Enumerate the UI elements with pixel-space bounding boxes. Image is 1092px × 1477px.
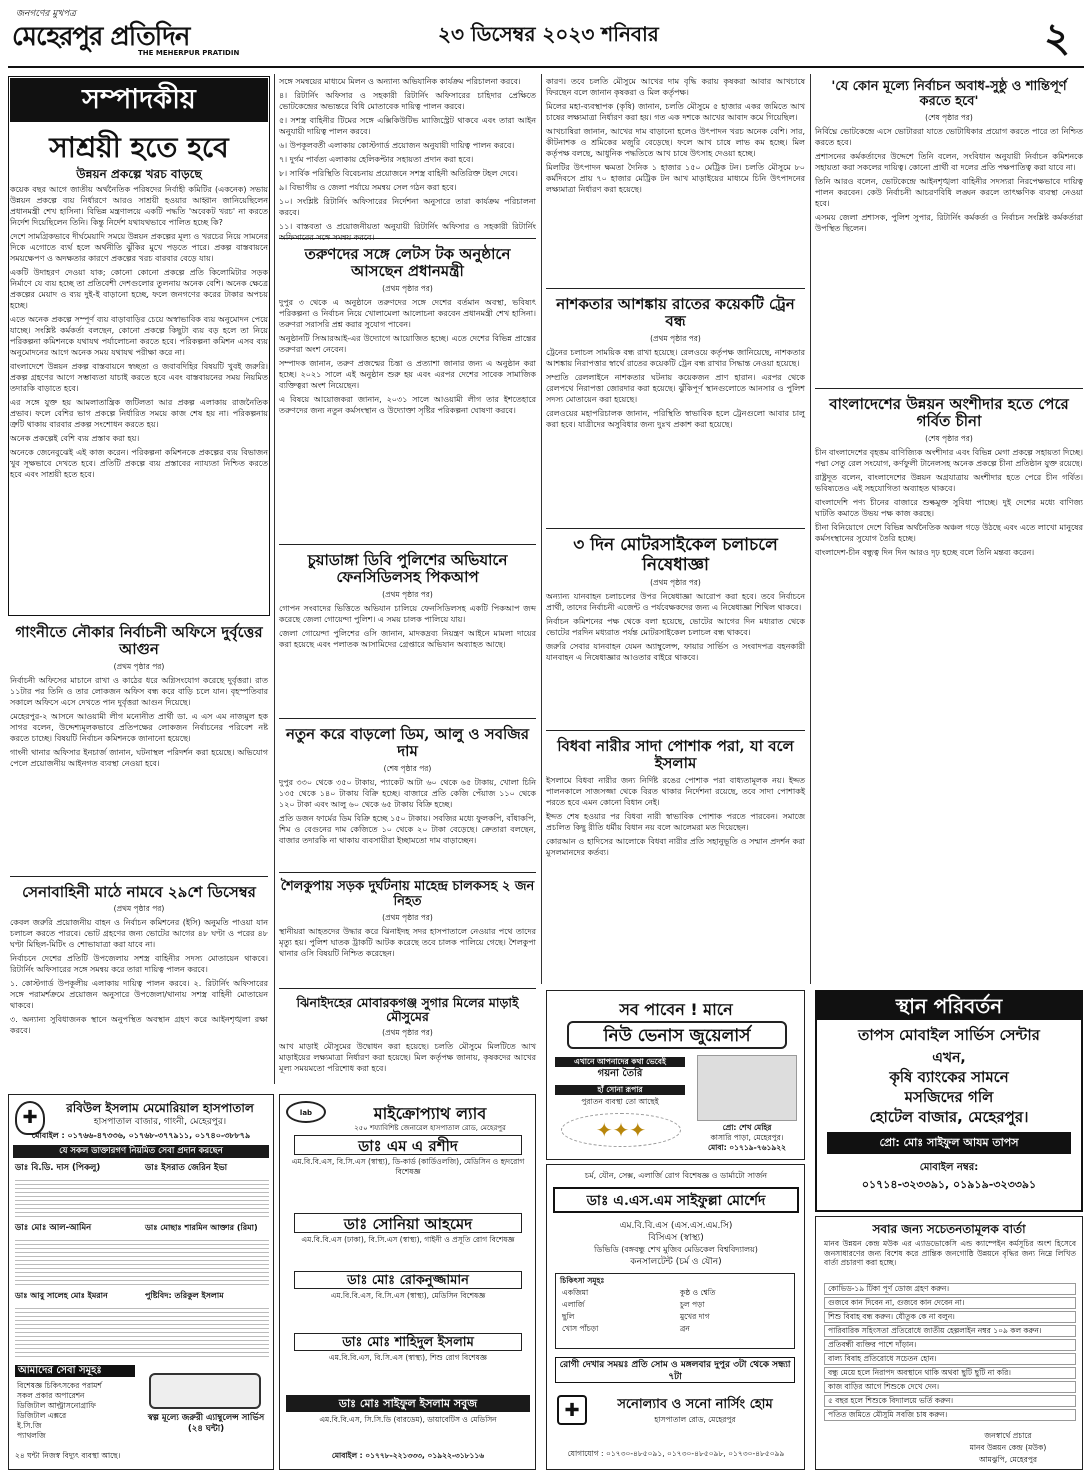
awareness-item: শিশু বিবাহ বন্ধ করুন। যৌতুক কে না বলুন। — [824, 1311, 1076, 1323]
story-divider — [546, 528, 805, 529]
story-paragraph: প্রশাসনের কর্মকর্তাদের উদ্দেশে তিনি বলেন, সংবিধান অনুযায়ী নির্বাচন কমিশনকে সহায়তা করা সকলের দায়িত্ব। কোনো প্রার্থী বা দলের প্রতি পক্ষপাতিত্ব করা যাবে না। — [815, 151, 1083, 172]
continuation-note: (শেষ পৃষ্ঠার পর) — [383, 763, 432, 773]
story-paragraph: সঙ্গে সমন্বয়ের মাধ্যমে মিলন ও অন্যান্য অভিযানিক কার্যক্রম পরিচালনা করবে। — [279, 77, 521, 86]
story-trains — [546, 292, 805, 524]
service-item: ই.সি.জি — [17, 1421, 42, 1430]
story-paragraph: স্থানীয়রা আহতদের উদ্ধার করে ঝিনাইদহ সদর হাসপাতালে নেওয়ার পথে তাদের মৃত্যু হয়। পুলিশ ঘাতক ট্রাকটি আটক করেছে তবে চালক পালিয়ে গেছে। শৈলকুপা থানার ওসি বিষয়টি নিশ্চিত করেছেন। — [279, 926, 536, 958]
moving-now: এখন, — [932, 1050, 966, 1066]
story-headline: গাংনীতে নৌকার নির্বাচনী অফিসে দুর্বৃত্তের আগুন — [15, 623, 263, 659]
continuation-note: (প্রথম পৃষ্ঠার পর) — [113, 661, 165, 671]
editorial-paragraph: দেশে সামগ্রিকভাবে দীর্ঘমেয়াদি সময়ে উন্নয়ন প্রকল্পের মূল্য ও খরচের নিয়ে সামনের দিকে এগোতে ব্যর্থ হলে অর্থনীতি ঝুঁকির মুখে পড়তে পারে। প্রকল্প বাস্তবায়নে সময়ক্ষেপণ ও অদক্ষতার কারণে প্রকল্পের খরচ বারবার বেড়ে যায়। — [10, 231, 268, 263]
story-army — [10, 880, 268, 1090]
continuation-note: (প্রথম পৃষ্ঠার পর) — [650, 333, 701, 343]
editorial-border — [8, 76, 270, 616]
editorial-paragraph: বাংলাদেশে উন্নয়ন প্রকল্প বাস্তবায়নে স্বচ্ছতা ও জবাবদিহির বিষয়টি খুবই জরুরি। প্রকল্প গ্রহণের আগে সম্ভাব্যতা যাচাই করতে হবে এবং বাস্তবায়নের সময় নিয়মিত তদারকি বাড়াতে হবে। — [10, 361, 268, 393]
story-paragraph: চীন বাংলাদেশের বৃহত্তম বাণিজ্যিক অংশীদার এবং বিভিন্ন মেগা প্রকল্পে সহায়তা দিচ্ছে। পদ্মা সেতু রেল সংযোগ, কর্ণফুলী টানেলসহ অনেক প্রকল্পে চীনা প্রতিষ্ঠান যুক্ত রয়েছে। — [815, 447, 1083, 468]
story-lets-talk — [279, 242, 536, 542]
ambulance-icon — [149, 1373, 261, 1409]
column-divider — [274, 74, 275, 1084]
story-paragraph: অনুষ্ঠানটি সিআরআই-এর উদ্যোগে আয়োজিত হচ্ছে। এতে দেশের বিভিন্ন প্রান্তের তরুণরা অংশ নেবেন। — [279, 333, 536, 354]
treatment-item: খোস পাঁচড়া — [562, 1324, 599, 1333]
story-headline: তরুণদের সঙ্গে লেটস টক অনুষ্ঠানে আসছেন প্রধানমন্ত্রী — [304, 245, 511, 281]
editorial-paragraph: একটি উদাহরণ দেওয়া যাক; কোনো কোনো প্রকল্পে প্রতি কিলোমিটার সড়ক নির্মাণে যে ব্যয় হচ্ছে তা প্রতিবেশী দেশগুলোর তুলনায় অনেক বেশি। অনেক ক্ষেত্রে প্রকল্পের মেয়াদ ও ব্যয় দুই-ই বাড়ানো হচ্ছে, ফলে জনগণের করের টাকার অপচয় হচ্ছে। — [10, 267, 268, 310]
story-paragraph: নির্বিঘ্নে ভোটকেন্দ্রে এসে ভোটাররা যাতে ভোটাধিকার প্রয়োগ করতে পারে তা নিশ্চিত করতে হবে। — [815, 126, 1083, 147]
story-paragraph: কেবল জরুরি প্রয়োজনীয় বাহন ও নির্বাচন কমিশনের (ইসি) অনুমতি পাওয়া যান চলাচল করতে পারবে। ভোট গ্রহণের জন্য ভোটের আগের ৪৮ ঘণ্টা ও পরের ৪৮ ঘণ্টা মিছিল-মিটিং ও শোভাযাত্রা করা যাবে না। — [10, 918, 268, 950]
story-paragraph: এ বিষয়ে আয়োজকরা জানান, ২০৩১ সালে আওয়ামী লীগ তার ইশতেহারে তরুণদের জন্য নতুন কর্মসংস্থান ও উদ্যোক্তা সৃষ্টির পরিকল্পনা ঘোষণা করবে। — [279, 394, 536, 415]
continuation-note: (প্রথম পৃষ্ঠার পর) — [650, 578, 701, 588]
story-divider — [546, 730, 805, 731]
lab-doctor-desc: এম.বি.বি.এস, সি.সি.ডি (বারডেম), ডায়াবেটিস ও মেডিসিন — [319, 1415, 497, 1424]
story-divider — [279, 238, 536, 239]
lab-doctor-desc: এম.বি.বি.এস (ঢাকা), বি.সি.এস (স্বাস্থ্য), গাইনী ও প্রসূতি রোগ বিশেষজ্ঞ — [301, 1235, 515, 1244]
hospital-address: হাসপাতাল বাজার, গাংনী, মেহেরপুর। — [93, 1117, 227, 1127]
editorial-paragraph: এতে অনেক প্রকল্পে সম্পূর্ণ ব্যয় বাড়াবাড়ির চেয়ে অস্বাভাবিক ব্যয় অনুমোদন পেয়ে যাচ্ছে। সংশ্লিষ্ট কর্মকর্তা বলছেন, কোনো প্রকল্পে কিছুটা ব্যয় বড় হলে তা নিয়ে পরিকল্পনা কমিশনকে যথাযথ পর্যালোচনা করতে হবে। পরিকল্পনা কমিশন এসব ব্যয় অনুমোদনের আগে অনেক সময় যথাযথ পরীক্ষা করে না। — [10, 314, 268, 357]
story-paragraph: ৯। বিভাগীয় ও জেলা পর্যায়ে সমন্বয় সেল গঠন করা হবে। — [279, 183, 457, 192]
masthead-tagline: জনগণের মুখপত্র — [16, 9, 76, 19]
story-paragraph: নির্বাচন কমিশনের পক্ষ থেকে বলা হয়েছে, ভোটের আগের দিন মধ্যরাত থেকে ভোটের পরদিন মধ্যরাত পর্যন্ত মোটরসাইকেল চলাচল বন্ধ থাকবে। — [546, 617, 805, 638]
awareness-ad — [815, 1216, 1083, 1470]
awareness-item: পারিবারিক সহিংসতা প্রতিরোধে জাতীয় হেল্পলাইন নম্বর ১০৯ কল করুন। — [824, 1325, 1076, 1337]
continuation-note: (শেষ পৃষ্ঠার পর) — [925, 112, 973, 122]
story-china — [815, 392, 1083, 984]
story-divider — [279, 988, 536, 989]
awareness-item: ৫ বছর হলে শিশুকে বিদ্যালয়ে ভর্তি করুন। — [824, 1395, 1076, 1407]
awareness-footer: মানব উন্নয়ন কেন্দ্র (মউক) — [969, 1443, 1047, 1452]
services-title: আমাদের সেবা সমূহঃ — [15, 1365, 135, 1377]
story-paragraph: ১. কোস্টগার্ড উপকূলীয় এলাকায় দায়িত্ব পালন করবে। ২. রিটার্নিং অফিসারের সঙ্গে পরামর্শক্রমে প্রয়োজন অনুসারে উপজেলা/থানায় সশস্ত্র বাহিনী মোতায়েন থাকবে। — [10, 979, 268, 1011]
jewellers-top: সব পাবেন ! মানে — [619, 1000, 733, 1019]
story-paragraph: ট্রেনের চলাচল সাময়িক বন্ধ রাখা হয়েছে। রেলওয়ে কর্তৃপক্ষ জানিয়েছে, নাশকতার আশঙ্কায় নিরাপত্তার স্বার্থে রাতের কয়েকটি ট্রেন বন্ধ রাখার সিদ্ধান্ত নেওয়া হয়েছে। — [546, 347, 805, 368]
moving-ad — [815, 990, 1083, 1212]
moving-location: হোটেল বাজার, মেহেরপুর। — [869, 1108, 1029, 1126]
story-paragraph: প্রতি ডজন ফার্মের ডিম বিক্রি হচ্ছে ১৫০ টাকায়। সবজির মধ্যে ফুলকপি, বাঁধাকপি, শিম ও বেগুনের দাম কেজিতে ১০ থেকে ২০ টাকা বেড়েছে। ক্রেতারা বলছেন, বাজার তদারকি না থাকায় ব্যবসায়ীরা ইচ্ছামতো দাম বাড়াচ্ছেন। — [279, 813, 536, 845]
editorial-paragraph: কয়েক বছর আগে জাতীয় অর্থনৈতিক পরিষদের নির্বাহী কমিটির (একনেক) সভায় উন্নয়ন প্রকল্পে ব্যয় নির্ধারণে আরও সাশ্রয়ী হওয়ার আহ্বান জানিয়েছিলেন প্রধানমন্ত্রী শেখ হাসিনা। বিভিন্ন মন্ত্রণালয়ে একটি পদ্ধতি 'অবেকট খরচ' না করতে নির্দেশ দিয়েছিলেন তিনি। কিন্তু নির্দেশ যথাযথভাবে পালিত হচ্ছে কি? — [10, 184, 268, 227]
service-item: সকল প্রকার অপারেশন — [17, 1391, 85, 1400]
moving-mobile: ০১৭১৪-৩২৩৩৯১, ০১৯১৯-৩২৩৩৯১ — [861, 1178, 1037, 1191]
ambulance-text: স্বল্প মূল্যে জরুরী এ্যাম্বুলেন্স সার্ভিস (২৪ ঘন্টা) — [147, 1413, 265, 1434]
treatment-item: চুল পড়া — [680, 1300, 705, 1309]
lab-logo-icon: lab — [286, 1101, 326, 1123]
story-widow — [546, 734, 805, 984]
lab-phone: মোবাইল : ০১৭৭৮-২২১৩৩৩, ০১৯২২-৩১৮১১৬ — [331, 1451, 485, 1460]
moving-shop-name: তাপস মোবাইল সার্ভিস সেন্টার — [858, 1026, 1040, 1044]
awareness-footer: জনস্বার্থে প্রচারে — [984, 1431, 1032, 1440]
story-paragraph: মিলটির উৎপাদন ক্ষমতা দৈনিক ১ হাজার ১৫০ মেট্রিক টন। চলতি মৌসুমে ৮০ কর্মদিবসে প্রায় ৭০ হাজার মেট্রিক টন আখ মাড়াইয়ের মাধ্যমে চিনি উৎপাদনের লক্ষ্যমাত্রা নির্ধারণ করা হয়েছে। — [546, 163, 805, 194]
hospital-logo-icon: ✚ — [15, 1101, 45, 1135]
story-headline: শৈলকুপায় সড়ক দুর্ঘটনায় মাহেন্দ্র চালকসহ ২ জন নিহত — [280, 879, 535, 909]
lab-name: মাইক্রোপ্যাথ ল্যাব — [373, 1104, 487, 1123]
treatment-item: কুষ্ঠ ও শ্বেতি — [680, 1288, 716, 1297]
doctor-specialty: চর্ম, যৌন, সেক্স, এলার্জি রোগ বিশেষজ্ঞ ও ডার্মাটো সার্জন — [584, 1171, 768, 1180]
story-divider — [279, 718, 536, 719]
column-divider — [810, 74, 811, 984]
jewellers-line: এখানে আপনাদের কথা ভেবেই — [555, 1057, 685, 1067]
story-paragraph: জরুরি সেবার যানবাহন যেমন অ্যাম্বুলেন্স, ফায়ার সার্ভিস ও সংবাদপত্র বহনকারী যানবাহন এ নিষেধাজ্ঞার আওতার বাইরে থাকবে। — [546, 642, 805, 663]
doctor-details-lines — [15, 1177, 269, 1217]
doctor-name: ডাঃ আবু সালেহ মোঃ ইমরান — [15, 1291, 108, 1300]
story-headline: সেনাবাহিনী মাঠে নামবে ২৯শে ডিসেম্বর — [22, 883, 256, 901]
hospital-name: রবিউল ইসলাম মেমোরিয়াল হাসপাতাল — [66, 1101, 254, 1115]
jewellers-line: পুরাতন ব্যবস্থা তো আছেই — [581, 1097, 659, 1106]
lab-doctor-name: ডাঃ মোঃ রোকনুজ্জামান — [294, 1271, 522, 1289]
owner-photo — [697, 1055, 797, 1121]
awareness-title: সবার জন্য সচেতনতামূলক বার্তা — [872, 1222, 1026, 1236]
page-number: ২ — [1043, 14, 1070, 61]
service-item: ডিজিটাল আল্ট্রাসনোগ্রাফি — [17, 1401, 96, 1410]
story-paragraph: চীনা বিনিয়োগে দেশে বিভিন্ন অর্থনৈতিক অঞ্চল গড়ে উঠছে এবং এতে লাখো মানুষের কর্মসংস্থানের সুযোগ তৈরি হচ্ছে। — [815, 522, 1083, 543]
awareness-intro: মানব উন্নয়ন কেন্দ্র মউক এর এ্যাডভোকেসি এন্ড ক্যাম্পেইন কর্মসূচির অংশ হিসেবে জনসাধারণের জন্য বিশেষ করে প্রান্তিক জনগোষ্ঠি উন্নয়নে বৃদ্ধির জন্য নিম্নে লিখিত বার্তা প্রচারণা করা হচ্ছে। — [824, 1239, 1076, 1267]
doctor-name: ডাঃ ইসরাত জেরিন ইভা — [145, 1163, 228, 1173]
jewellers-phone: মোবা: ০১৭১৯-৭৬১৯২২ — [707, 1143, 787, 1152]
story-paragraph: ১১। বাস্তবতা ও প্রয়োজনীয়তা অনুযায়ী রিটার্নিং অফিসার ও সহকারী রিটার্নিং — [279, 222, 536, 231]
story-headline: ঝিনাইদহের মোবারকগঞ্জ সুগার মিলের মাড়াই মৌসুমের — [296, 995, 519, 1025]
doctor-schedule: রোগী দেখার সময়ঃ প্রতি সোম ও মঙ্গলবার দুপুর ৩টা থেকে সন্ধ্যা ৭টা — [555, 1357, 795, 1383]
doctor-name: ডাঃ মোঃ আল-আমিন — [15, 1223, 92, 1233]
continuation-note: (প্রথম পৃষ্ঠার পর) — [382, 912, 433, 922]
doctor-name: ডাঃ মোছাঃ শারমিন আক্তার (রিমা) — [145, 1223, 258, 1232]
story-paragraph: আখ মাড়াই মৌসুমের উদ্বোধন করা হয়েছে। চলতি মৌসুমে মিলটিতে আখ মাড়াইয়ের লক্ষ্যমাত্রা নির্ধারণ করা হয়েছে। মিল কর্তৃপক্ষ জানায়, কৃষকদের আখের মূল্য সময়মতো পরিশোধ করা হবে। — [279, 1041, 536, 1073]
awareness-item: পতিত জমিতে মৌসুমি সবজি চাষ করুন। — [824, 1409, 1076, 1421]
doctor-name: পুষ্টিবিদ: তরিকুল ইসলাম — [145, 1291, 224, 1300]
hospital-ad — [8, 1094, 274, 1470]
story-paragraph: অন্যান্য যানবাহন চলাচলের উপর নিষেধাজ্ঞা আরোপ করা হবে। তবে নির্বাচনে প্রার্থী, তাদের নির্বাচনী এজেন্ট ও পর্যবেক্ষকদের জন্য এ নিষেধাজ্ঞা শিথিল থাকবে। — [546, 592, 805, 613]
story-paragraph: ৫। সশস্ত্র বাহিনীর টিমের সঙ্গে এক্সিকিউটিভ ম্যাজিস্ট্রেট থাকবে এবং তারা আইন অনুযায়ী দায়িত্ব পালন করবে। — [279, 116, 536, 136]
masthead-name: মেহেরপুর প্রতিদিন — [12, 22, 190, 52]
micropath-ad — [279, 1094, 536, 1470]
lab-doctor-name: ডাঃ মোঃ সাইফুল ইসলাম সবুজ — [286, 1395, 530, 1412]
clinic-logo-icon: ✚ — [557, 1395, 587, 1425]
moving-location: কৃষি ব্যাংকের সামনে — [889, 1068, 1009, 1086]
service-item: ডিজিটাল এক্সরে — [17, 1411, 67, 1420]
sugar-mill-continued — [546, 76, 805, 286]
doctor-details-lines — [15, 1305, 269, 1357]
story-paragraph: রেলওয়ের মহাপরিচালক জানান, পরিস্থিতি স্বাভাবিক হলে ট্রেনগুলো আবার চালু করা হবে। যাত্রীদের অসুবিধার জন্য দুঃখ প্রকাশ করা হয়েছে। — [546, 408, 805, 429]
story-headline: নাশকতার আশঙ্কায় রাতের কয়েকটি ট্রেন বন্ধ — [556, 295, 795, 331]
story-divider — [546, 288, 805, 289]
story-divider — [815, 388, 1083, 389]
awareness-item: কাজ বাড়ির আগে শিশুকে দেখে দেন। — [824, 1381, 1076, 1393]
story-divider — [279, 872, 536, 873]
awareness-item: বাল্য বিবাহ প্রতিরোধে সচেতন হোন। — [824, 1353, 1076, 1365]
story-paragraph: ৭। দুর্গম পার্বত্য এলাকায় হেলিকপ্টার সহায়তা প্রদান করা হবে। — [279, 155, 474, 164]
editorial-paragraph: অনেকে জেনেবুঝেই এই কাজ করেন। পরিকল্পনা কমিশনকে প্রকল্পের ব্যয় বিভাজন খুব সূক্ষভাবে দেখতে হবে। প্রতিটি প্রকল্পে ব্যয় প্রস্তাবের ন্যায্যতা নিশ্চিত করতে হবে এবং সাশ্রয়ী হতে হবে। — [10, 447, 268, 479]
hospital-footer: ২৪ ঘন্টা নিজস্ব বিদ্যুৎ ব্যবস্থা আছে। — [15, 1451, 121, 1460]
lab-address: ২৫০ শয্যাবিশিষ্ট জেনারেল হাসপাতাল রোড, মেহেরপুর — [354, 1124, 506, 1132]
treatment-title: চিকিৎসা সমূহঃ — [560, 1276, 605, 1285]
doctor-degree: বিসিএস (স্বাস্থ্য) — [648, 1233, 704, 1243]
service-item: বিশেষজ্ঞ চিকিৎসকের পরামর্শ — [17, 1381, 102, 1390]
story-paragraph: সম্পাদক জানান, তরুণ প্রজন্মের চিন্তা ও প্রত্যাশা জানার জন্য এ অনুষ্ঠান করা হচ্ছে। ২০২১ সালে এই অনুষ্ঠান শুরু হয় এবং এরপর দেশের সাবেক সামাজিক ব্যক্তিত্বরা অংশ নিয়েছেন। — [279, 358, 536, 390]
lab-doctor-name: ডাঃ মোঃ শাহিদুল ইসলাম — [294, 1333, 522, 1351]
doctor-degree: এম.বি.বি.এস (এস.এস.এম.সি) — [619, 1221, 733, 1231]
jewellery-icon: ✦✦✦ — [561, 1113, 681, 1147]
story-paragraph: বাংলাদেশ-চীন বন্ধুত্ব দিন দিন আরও দৃঢ় হচ্ছে বলে তিনি মন্তব্য করেন। — [815, 547, 1035, 557]
editorial-paragraph: অনেক প্রকল্পেই বেশি ব্যয় প্রস্তাব করা হয়। — [10, 433, 140, 443]
editorial-banner-text: সম্পাদকীয় — [82, 84, 196, 115]
jewellers-address: কাসারি পাড়া, মেহেরপুর। — [710, 1133, 784, 1142]
continuation-note: (প্রথম পৃষ্ঠার পর) — [382, 283, 433, 293]
lab-doctor-desc: এম.বি.বি.এস, বি.সি.এস (স্বাস্থ্য), মেডিসিন বিশেষজ্ঞ — [330, 1291, 486, 1300]
continuation-note: (প্রথম পৃষ্ঠার পর) — [382, 1027, 433, 1037]
masthead — [8, 4, 1084, 68]
treatment-item: ছুলি — [562, 1312, 575, 1321]
story-paragraph: আখচাষিরা জানান, আখের দাম বাড়ানো হলেও উৎপাদন খরচ অনেক বেশি। সার, কীটনাশক ও শ্রমিকের মজুরি বেড়েছে। ফলে আখ চাষে লাভ কম হচ্ছে। মিল কর্তৃপক্ষ বলছে, আধুনিক পদ্ধতিতে আখ চাষে উৎসাহ দেওয়া হচ্ছে। — [546, 127, 805, 158]
lab-doctor-name: ডাঃ এম এ রশীদ — [294, 1135, 522, 1155]
moving-owner: প্রো: মোঃ সাইফুল আযম তাপস — [827, 1132, 1071, 1154]
story-paragraph: কোরআন ও হাদিসের আলোকে বিধবা নারীর প্রতি সহানুভূতি ও সম্মান প্রদর্শন করা মুসলমানদের কর্তব্য। — [546, 836, 805, 857]
editorial-paragraph: এর সঙ্গে যুক্ত হয় আমলাতান্ত্রিক জটিলতা আর প্রকল্প এলাকায় রাজনৈতিক প্রভাব। ফলে বেশির ভাগ প্রকল্পে নির্ধারিত সময়ে কাজ শেষ হয় না। পরিকল্পনায় ত্রুটি থাকায় বারবার প্রকল্প সংশোধন করতে হয়। — [10, 397, 268, 429]
jewellers-line: গয়না তৈরি — [597, 1068, 643, 1079]
story-headline: বিধবা নারীর সাদা পোশাক পরা, যা বলে ইসলাম — [557, 737, 794, 773]
story-headline: 'যে কোন মূল্যে নির্বাচন অবাধ-সুষ্ঠু ও শান্তিপূর্ণ করতে হবে' — [831, 79, 1067, 109]
story-arson — [10, 620, 268, 872]
editorial-subhead: উন্নয়ন প্রকল্পে খরচ বাড়ছে — [76, 167, 202, 182]
story-divider — [279, 544, 536, 545]
story-prices — [279, 722, 536, 870]
army-continued — [279, 76, 536, 236]
moving-mobile-label: মোবাইল নম্বর: — [919, 1162, 979, 1173]
lab-doctor-name: ডাঃ সোনিয়া আহমেদ — [294, 1213, 522, 1233]
story-paragraph: রাষ্ট্রদূত বলেন, বাংলাদেশের উন্নয়ন অগ্রযাত্রায় অংশীদার হতে পেরে চীন গর্বিত। ভবিষ্যতেও এই সহযোগিতা অব্যাহত থাকবে। — [815, 472, 1083, 493]
awareness-item: গুজবে কান দিবেন না, গুজবে কান দেবেন না। — [824, 1297, 1076, 1309]
doctor-name: ডাঃ বি.ডি. দাস (পিকলু) — [15, 1163, 101, 1173]
treatment-item: এলার্জি — [562, 1300, 585, 1309]
masthead-english: THE MEHERPUR PRATIDIN — [138, 49, 240, 57]
clinic-name: সনোল্যাব ও সনো নার্সিং হোম — [617, 1397, 773, 1412]
story-paragraph: তিনি আরও বলেন, ভোটকেন্দ্রে আইনশৃঙ্খলা বাহিনীর সদস্যরা নিরপেক্ষভাবে দায়িত্ব পালন করবেন। কেউ নির্বাচনী আচরণবিধি লঙ্ঘন করলে তাৎক্ষণিক ব্যবস্থা নেওয়া হবে। — [815, 176, 1083, 208]
jewellers-line: হাঁ সোনা রূপার — [555, 1085, 685, 1095]
doctor-degree: ডিভিডি (বঙ্গবন্ধু শেখ মুজিব মেডিকেল বিশ্ববিদ্যালয়) — [594, 1245, 758, 1254]
story-paragraph: মেহেরপুর-২ আসনে আওয়ামী লীগ মনোনীত প্রার্থী ডা. এ এস এম নাজমুল হক সাগর বলেন, উদ্দেশ্যমূলকভাবে প্রতিপক্ষের লোকজন নির্বাচনের পরিবেশ নষ্ট করতে চাচ্ছে। বিষয়টি নির্বাচন কমিশনকে জানানো হয়েছে। — [10, 711, 268, 743]
story-paragraph: ৮। সার্বিক পরিস্থিতি বিবেচনায় প্রয়োজনে সশস্ত্র বাহিনী অতিরিক্ত টহল দেবে। — [279, 169, 518, 178]
treatment-box — [555, 1273, 795, 1349]
column-divider — [541, 74, 542, 984]
story-paragraph: নির্বাচনী অফিসের মাচানে রাখা ও কাঠের ধরে অগ্নিসংযোগ করেছে দুর্বৃত্তরা। রাত ১১টার পর তিনি ও তার লোকজন অফিস বন্ধ করে বাড়ি চলে যান। বৃহস্পতিবার সকালে অফিসে এসে দেখতে পান দুর্বৃত্তরা আগুন দিয়েছে। — [10, 675, 268, 707]
doctor-details-lines — [15, 1237, 269, 1285]
treatment-item: একজিমা — [562, 1288, 589, 1297]
jewellers-ad — [546, 990, 805, 1160]
hospital-notice: যে সকল ডাক্তারগণ নিয়মিত সেবা প্রদান করছেন — [13, 1145, 269, 1158]
lab-doctor-desc: এম.বি.বি.এস, বি.সি.এস (স্বাস্থ্য), ডি-কার্ড (কার্ডিওলজি), মেডিসিন ও হৃদরোগ বিশেষজ্ঞ — [291, 1157, 525, 1176]
hospital-phone: মোবাইল : ০১৭৬৬-৪৭৩৩৬, ০১৭৬৮-৩৭৭৯১১, ০১৭৪০-৩৮৮৭৯ — [31, 1131, 251, 1140]
awareness-footer: আমঝুপি, মেহেরপুর — [978, 1455, 1038, 1464]
story-sugar-mill — [279, 992, 536, 1088]
story-paragraph: ইসলামে বিধবা নারীর জন্য নির্দিষ্ট রঙের পোশাক পরা বাধ্যতামূলক নয়। ইদ্দত পালনকালে সাজসজ্জা থেকে বিরত থাকার নির্দেশনা রয়েছে, তবে সাদা পোশাকই পরতে হবে এমন কোনো বিধান নেই। — [546, 775, 805, 807]
doctor-ad — [546, 1164, 805, 1470]
treatment-item: মুখের দাগ — [680, 1312, 710, 1321]
story-paragraph: সম্প্রতি রেললাইনে নাশকতার ঘটনায় কয়েকজন প্রাণ হারান। এরপর থেকে রেলপথে নিরাপত্তা জোরদার করা হয়েছে। ঝুঁকিপূর্ণ স্থানগুলোতে আনসার ও পুলিশ সদস্য মোতায়েন করা হয়েছে। — [546, 372, 805, 404]
awareness-item: বন্ধু মেয়ে হলে নিরাপদ অবস্থানে থাকি অথবা ছুটি ছুটি না করি। — [824, 1367, 1076, 1379]
service-item: প্যাথলজি — [17, 1431, 46, 1440]
lab-doctor-desc: এম.বি.বি.এস, বি.সি.এস (স্বাস্থ্য), শিশু রোগ বিশেষজ্ঞ — [329, 1353, 487, 1362]
awareness-item: কোভিড-১৯ টিকা পূর্ণ ডোজ গ্রহণ করুন। — [824, 1283, 1076, 1295]
story-paragraph: দুপুর ৩৩০ থেকে ৩৫০ টাকায়, প্যাকেট আটা ৬০ থেকে ৬৫ টাকায়, খোলা চিনি ১৩৫ থেকে ১৪০ টাকায় বিক্রি হচ্ছে। বাজারে প্রতি কেজি পেঁয়াজ ১১০ থেকে ১২০ টাকা এবং আলু ৬০ থেকে ৬৫ টাকায় বিক্রি হচ্ছে। — [279, 777, 536, 809]
moving-banner: স্থান পরিবর্তন — [817, 992, 1081, 1020]
story-paragraph: কারণ। তবে চলতি মৌসুমে আখের দাম বৃদ্ধি করায় কৃষকরা আবার আখচাষে ফিরছেন বলে জানান কৃষকরা ও মিল কর্তৃপক্ষ। — [546, 77, 805, 97]
clinic-phone: যোগাযোগ : ০১৭৩০-৪৮৫০৯১, ০১৭৩০-৪৮৫০৯৮, ০১৭৩০-৪৮৫০৯৯ — [567, 1449, 785, 1458]
story-paragraph: মিলের মহা-ব্যবস্থাপক (কৃষি) জানান, চলতি মৌসুমে ৫ হাজার একর জমিতে আখ চাষের লক্ষ্যমাত্রা নির্ধারণ করা হয়। গত এক দশকে আখের আবাদ কমে গিয়েছিল। — [546, 102, 805, 122]
story-paragraph: জেলা গোয়েন্দা পুলিশের ওসি জানান, মাদকদ্রব্য নিয়ন্ত্রণ আইনে মামলা দায়ের করা হয়েছে এবং পলাতক আসামিদের গ্রেপ্তারে অভিযান অব্যাহত আছে। — [279, 628, 536, 649]
doctor-role: কনসালটেন্ট (চর্ম ও যৌন) — [630, 1257, 722, 1267]
moving-location: মসজিদের গলি — [904, 1088, 994, 1106]
continuation-note: (প্রথম পৃষ্ঠার পর) — [382, 589, 433, 599]
story-paragraph: এসময় জেলা প্রশাসক, পুলিশ সুপার, রিটার্নিং কর্মকর্তা ও নির্বাচন সংশ্লিষ্ট কর্মকর্তারা উপস্থিত ছিলেন। — [815, 212, 1083, 233]
editorial-headline: সাশ্রয়ী হতে হবে — [49, 131, 229, 164]
story-paragraph: দুপুর ৩ থেকে এ অনুষ্ঠানে তরুণদের সঙ্গে দেশের বর্তমান অবস্থা, ভবিষ্যৎ পরিকল্পনা ও নির্বাচন নিয়ে খোলামেলা আলোচনা করবেন প্রধানমন্ত্রী শেখ হাসিনা। তরুণরা সরাসরি প্রশ্ন করার সুযোগ পাবেন। — [279, 297, 536, 329]
awareness-item: প্রতিবন্ধী ব্যক্তির পাশে দাঁড়ান। — [824, 1339, 1076, 1351]
continuation-note: (প্রথম পৃষ্ঠার পর) — [113, 904, 165, 914]
jewellers-owner: প্রো: শেখ মেহির — [722, 1123, 772, 1132]
story-paragraph: গাংনী থানার অফিসার ইনচার্জ জানান, ঘটনাস্থল পরিদর্শন করা হয়েছে। অভিযোগ পেলে প্রয়োজনীয় আইনগত ব্যবস্থা নেওয়া হবে। — [10, 747, 268, 768]
story-accident — [279, 876, 536, 986]
continuation-note: (শেষ পৃষ্ঠার পর) — [925, 433, 973, 443]
story-paragraph: ইদ্দত শেষ হওয়ার পর বিধবা নারী স্বাভাবিক পোশাক পরতে পারবেন। সমাজে প্রচলিত কিছু রীতি ধর্মীয় বিধান নয় বলে আলেমরা মত দিয়েছেন। — [546, 811, 805, 832]
story-divider — [10, 876, 268, 877]
story-paragraph: ১০। সংশ্লিষ্ট রিটার্নিং অফিসারের নির্দেশনা অনুসারে তারা কার্যক্রম পরিচালনা করবে। — [279, 197, 536, 217]
story-paragraph: ৬। উপকূলবর্তী এলাকায় কোস্টগার্ড প্রয়োজন অনুযায়ী দায়িত্ব পালন করবে। — [279, 141, 515, 150]
treatment-item: ব্রন — [680, 1324, 690, 1333]
story-paragraph: গোপন সংবাদের ভিত্তিতে অভিযান চালিয়ে ফেনসিডিলসহ একটি পিকআপ জব্দ করেছে জেলা গোয়েন্দা পুলিশ। এ সময় চালক পালিয়ে যায়। — [279, 603, 536, 624]
story-paragraph: ৩. অন্যান্য সুবিধাজনক স্থানে অনুপস্থিত অবস্থান গ্রহণ করে আইনশৃঙ্খলা রক্ষা করবে। — [10, 1015, 268, 1036]
story-paragraph: ৪। রিটার্নিং অফিসার ও সহকারী রিটার্নিং অফিসারের চাহিদার প্রেক্ষিতে ভোটকেন্দ্রের অভ্যন্তরে বিধি মোতাবেক দায়িত্ব পালন করবে। — [279, 91, 536, 111]
doctor-ad-name: ডাঃ এ.এস.এম সাইফুল্লা মোর্শেদ — [553, 1187, 799, 1213]
story-headline: চুয়াডাঙ্গা ডিবি পুলিশের অভিযানে ফেনসিডিলসহ পিকআপ — [307, 551, 508, 587]
story-headline: নতুন করে বাড়লো ডিম, আলু ও সবজির দাম — [285, 725, 530, 761]
jewellers-name: নিউ ভেনাস জুয়েলার্স — [567, 1021, 787, 1049]
story-paragraph: বাংলাদেশি পণ্য চীনের বাজারে শুল্কমুক্ত সুবিধা পাচ্ছে। দুই দেশের মধ্যে বাণিজ্য ঘাটতি কমাতে উভয় পক্ষ কাজ করছে। — [815, 497, 1083, 518]
story-headline: ৩ দিন মোটরসাইকেল চলাচলে নিষেধাজ্ঞা — [573, 535, 778, 575]
masthead-date: ২৩ ডিসেম্বর ২০২৩ শনিবার — [438, 22, 659, 46]
story-headline: বাংলাদেশের উন্নয়ন অংশীদার হতে পেরে গর্বিত চীনা — [829, 395, 1069, 431]
story-pickup — [279, 548, 536, 716]
clinic-address: হাসপাতাল রোড, মেহেরপুর — [654, 1415, 736, 1424]
story-motorcycle — [546, 532, 805, 728]
story-paragraph: নির্বাচনে দেশের প্রতিটি উপজেলায় সশস্ত্র বাহিনীর সদস্য মোতায়েন থাকবে। রিটার্নিং অফিসারের সঙ্গে সমন্বয় করে তারা দায়িত্ব পালন করবে। — [10, 954, 268, 975]
